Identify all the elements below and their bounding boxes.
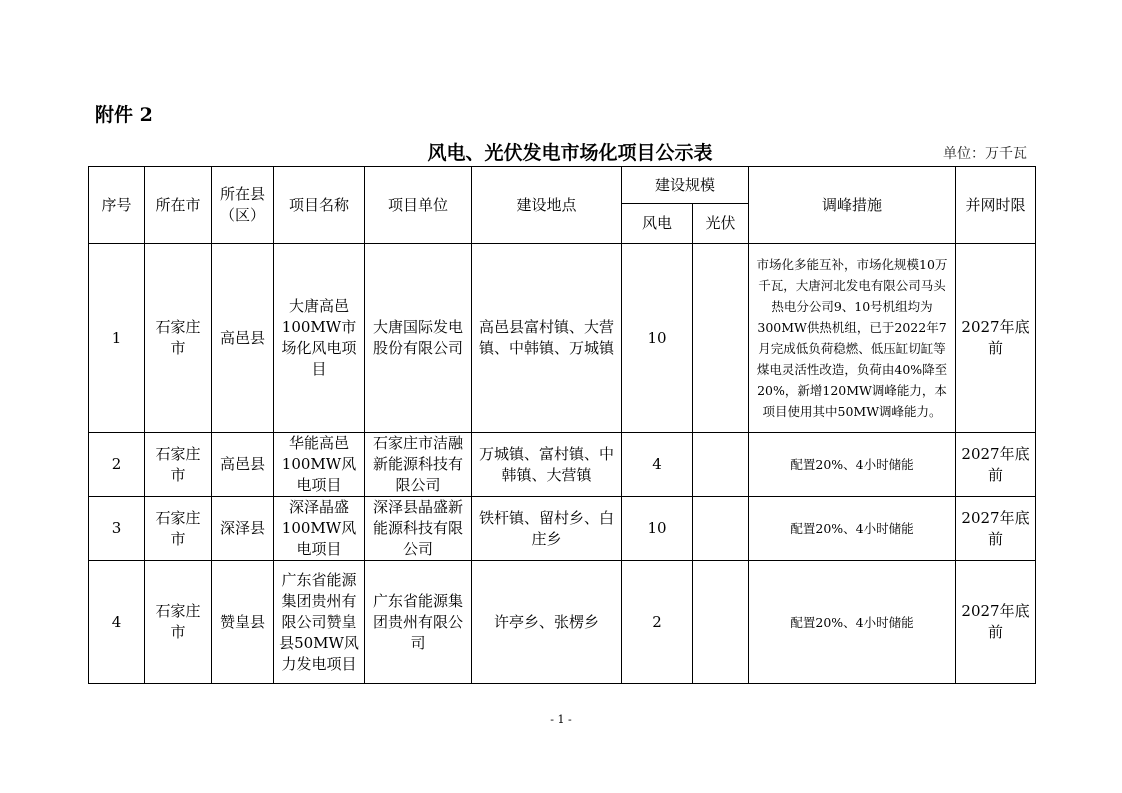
attachment-label: 附件 2 (95, 104, 153, 126)
header-project-name: 项目名称 (274, 167, 365, 244)
cell-city: 石家庄市 (145, 497, 212, 561)
cell-solar (693, 244, 749, 433)
table-row (89, 244, 1036, 433)
cell-county: 赞皇县 (212, 561, 274, 684)
header-grid-deadline: 并网时限 (956, 167, 1036, 244)
cell-project-name: 深泽晶盛100MW风电项目 (274, 497, 365, 561)
unit-label: 单位：万千瓦 (943, 146, 1027, 162)
cell-city: 石家庄市 (145, 433, 212, 497)
cell-location: 许亭乡、张楞乡 (472, 561, 622, 684)
table-row (89, 433, 1036, 497)
header-scale: 建设规模 (622, 167, 749, 204)
header-seq: 序号 (89, 167, 145, 244)
header-city: 所在市 (145, 167, 212, 244)
cell-county: 深泽县 (212, 497, 274, 561)
page-number: - 1 - (550, 713, 572, 726)
cell-seq: 3 (89, 497, 145, 561)
cell-wind: 4 (622, 433, 693, 497)
cell-peak-measures: 配置20%、4小时储能 (749, 497, 956, 561)
cell-solar (693, 497, 749, 561)
cell-project-unit: 大唐国际发电股份有限公司 (365, 244, 472, 433)
cell-grid-deadline: 2027年底前 (956, 244, 1036, 433)
table-row (89, 561, 1036, 684)
header-project-unit: 项目单位 (365, 167, 472, 244)
cell-location: 铁杆镇、留村乡、白庄乡 (472, 497, 622, 561)
cell-city: 石家庄市 (145, 561, 212, 684)
header-peak-measures: 调峰措施 (749, 167, 956, 244)
header-wind: 风电 (622, 204, 693, 244)
cell-peak-measures: 市场化多能互补，市场化规模10万千瓦，大唐河北发电有限公司马头热电分公司9、10号机组均为300MW供热机组，已于2022年7月完成低负荷稳燃、低压缸切缸等煤电灵活性改造，负荷由40%降至20%，新增120MW调峰能力，本项目使用其中50MW调峰能力。 (749, 244, 956, 433)
cell-seq: 1 (89, 244, 145, 433)
cell-project-name: 广东省能源集团贵州有限公司赞皇县50MW风力发电项目 (274, 561, 365, 684)
cell-grid-deadline: 2027年底前 (956, 497, 1036, 561)
cell-location: 高邑县富村镇、大营镇、中韩镇、万城镇 (472, 244, 622, 433)
cell-city: 石家庄市 (145, 244, 212, 433)
document-title: 风电、光伏发电市场化项目公示表 (427, 142, 713, 164)
header-solar: 光伏 (693, 204, 749, 244)
cell-solar (693, 561, 749, 684)
cell-project-name: 大唐高邑100MW市场化风电项目 (274, 244, 365, 433)
projects-table (88, 166, 1036, 684)
cell-solar (693, 433, 749, 497)
cell-location: 万城镇、富村镇、中韩镇、大营镇 (472, 433, 622, 497)
cell-grid-deadline: 2027年底前 (956, 433, 1036, 497)
cell-project-unit: 深泽县晶盛新能源科技有限公司 (365, 497, 472, 561)
cell-wind: 2 (622, 561, 693, 684)
table-row (89, 497, 1036, 561)
cell-seq: 2 (89, 433, 145, 497)
cell-wind: 10 (622, 244, 693, 433)
cell-county: 高邑县 (212, 433, 274, 497)
cell-project-unit: 石家庄市洁融新能源科技有限公司 (365, 433, 472, 497)
cell-seq: 4 (89, 561, 145, 684)
header-county: 所在县（区） (212, 167, 274, 244)
header-location: 建设地点 (472, 167, 622, 244)
cell-peak-measures: 配置20%、4小时储能 (749, 433, 956, 497)
cell-peak-measures: 配置20%、4小时储能 (749, 561, 956, 684)
cell-project-name: 华能高邑100MW风电项目 (274, 433, 365, 497)
cell-wind: 10 (622, 497, 693, 561)
cell-grid-deadline: 2027年底前 (956, 561, 1036, 684)
cell-project-unit: 广东省能源集团贵州有限公司 (365, 561, 472, 684)
cell-county: 高邑县 (212, 244, 274, 433)
